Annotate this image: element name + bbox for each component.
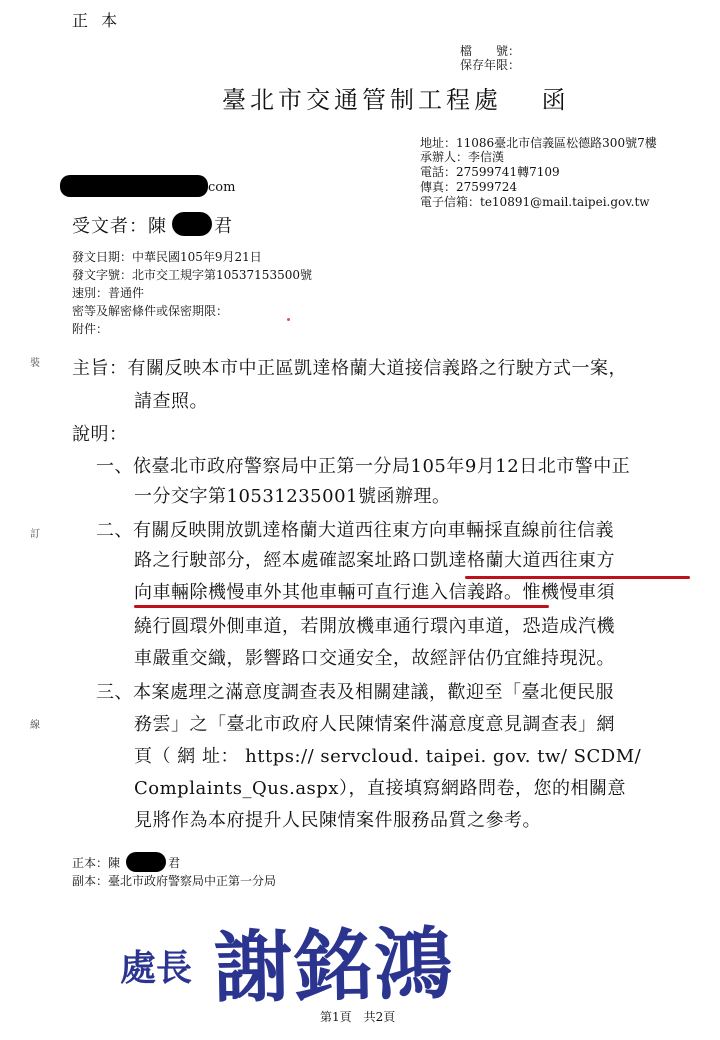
explanation-line: 一分交字第10531235001號函辦理。 — [134, 486, 451, 507]
highlight-underline — [134, 605, 549, 608]
explanation-line: 頁（ 網 址： https:// servcloud. taipei. gov. tw/ SCDM/ — [134, 746, 642, 767]
subject-line: 主旨：有關反映本市中正區凱達格蘭大道接信義路之行駛方式一案， — [72, 358, 627, 379]
subject-line: 請查照。 — [134, 391, 208, 412]
document-title: 臺北市交通管制工程處 函 — [222, 86, 570, 114]
original-recipient: 正本：陳 — [72, 856, 121, 870]
attachment-label: 附件： — [72, 322, 109, 336]
contact-fax: 傳真：27599724 — [420, 180, 518, 194]
recipient-email-suffix: com — [208, 180, 236, 195]
binding-mark: 裝 — [30, 358, 40, 369]
binding-mark: 線 — [30, 720, 40, 731]
explanation-line: 繞行圓環外側車道，若開放機車通行環內車道，恐造成汽機 — [134, 616, 615, 637]
explanation-line: 一、依臺北市政府警察局中正第一分局105年9月12日北市警中正 — [96, 456, 631, 477]
redaction-block — [60, 175, 208, 197]
signature-title: 處長 — [120, 947, 193, 989]
binding-mark: 訂 — [30, 529, 40, 540]
redaction-block — [126, 852, 166, 872]
page-number: 第1頁 共2頁 — [320, 1010, 396, 1024]
signature-name: 謝銘鴻 — [213, 918, 455, 1015]
copy-recipient: 副本：臺北市政府警察局中正第一分局 — [72, 874, 277, 888]
copy-type-label: 正 本 — [72, 11, 122, 30]
original-recipient-suffix: 君 — [168, 856, 181, 870]
document-number: 發文字號：北市交工規字第10537153500號 — [72, 268, 312, 282]
explanation-line: 路之行駛部分，經本處確認案址路口凱達格蘭大道西往東方 — [134, 550, 615, 571]
retention-period-label: 保存年限： — [460, 58, 521, 72]
file-number-label: 檔 號： — [460, 44, 521, 58]
contact-email: 電子信箱：te10891@mail.taipei.gov.tw — [420, 195, 650, 209]
recipient-suffix: 君 — [214, 216, 232, 237]
contact-handler: 承辦人：李信漢 — [420, 150, 505, 164]
delivery-speed: 速別：普通件 — [72, 286, 145, 300]
red-mark — [287, 318, 290, 321]
explanation-line: 見將作為本府提升人民陳情案件服務品質之參考。 — [134, 810, 541, 831]
explanation-line: 務雲」之「臺北市政府人民陳情案件滿意度意見調查表」網 — [134, 714, 615, 735]
redaction-block — [172, 212, 212, 236]
explanation-line: Complaints_Qus.aspx），直接填寫網路問卷，您的相關意 — [134, 778, 626, 799]
explanation-line: 向車輛除機慢車外其他車輛可直行進入信義路。惟機慢車須 — [134, 582, 615, 603]
contact-phone: 電話：27599741轉7109 — [420, 165, 560, 179]
explanation-line: 二、有關反映開放凱達格蘭大道西往東方向車輛採直線前往信義 — [96, 520, 614, 541]
explanation-heading: 說明： — [72, 424, 128, 445]
issue-date: 發文日期：中華民國105年9月21日 — [72, 250, 262, 264]
contact-address: 地址：11086臺北市信義區松德路300號7樓 — [420, 136, 657, 150]
explanation-line: 三、本案處理之滿意度調查表及相關建議，歡迎至「臺北便民服 — [96, 682, 614, 703]
explanation-line: 車嚴重交織，影響路口交通安全，故經評估仍宜維持現況。 — [134, 648, 615, 669]
recipient-label: 受文者：陳 — [72, 216, 167, 237]
secrecy-level: 密等及解密條件或保密期限： — [72, 304, 229, 318]
